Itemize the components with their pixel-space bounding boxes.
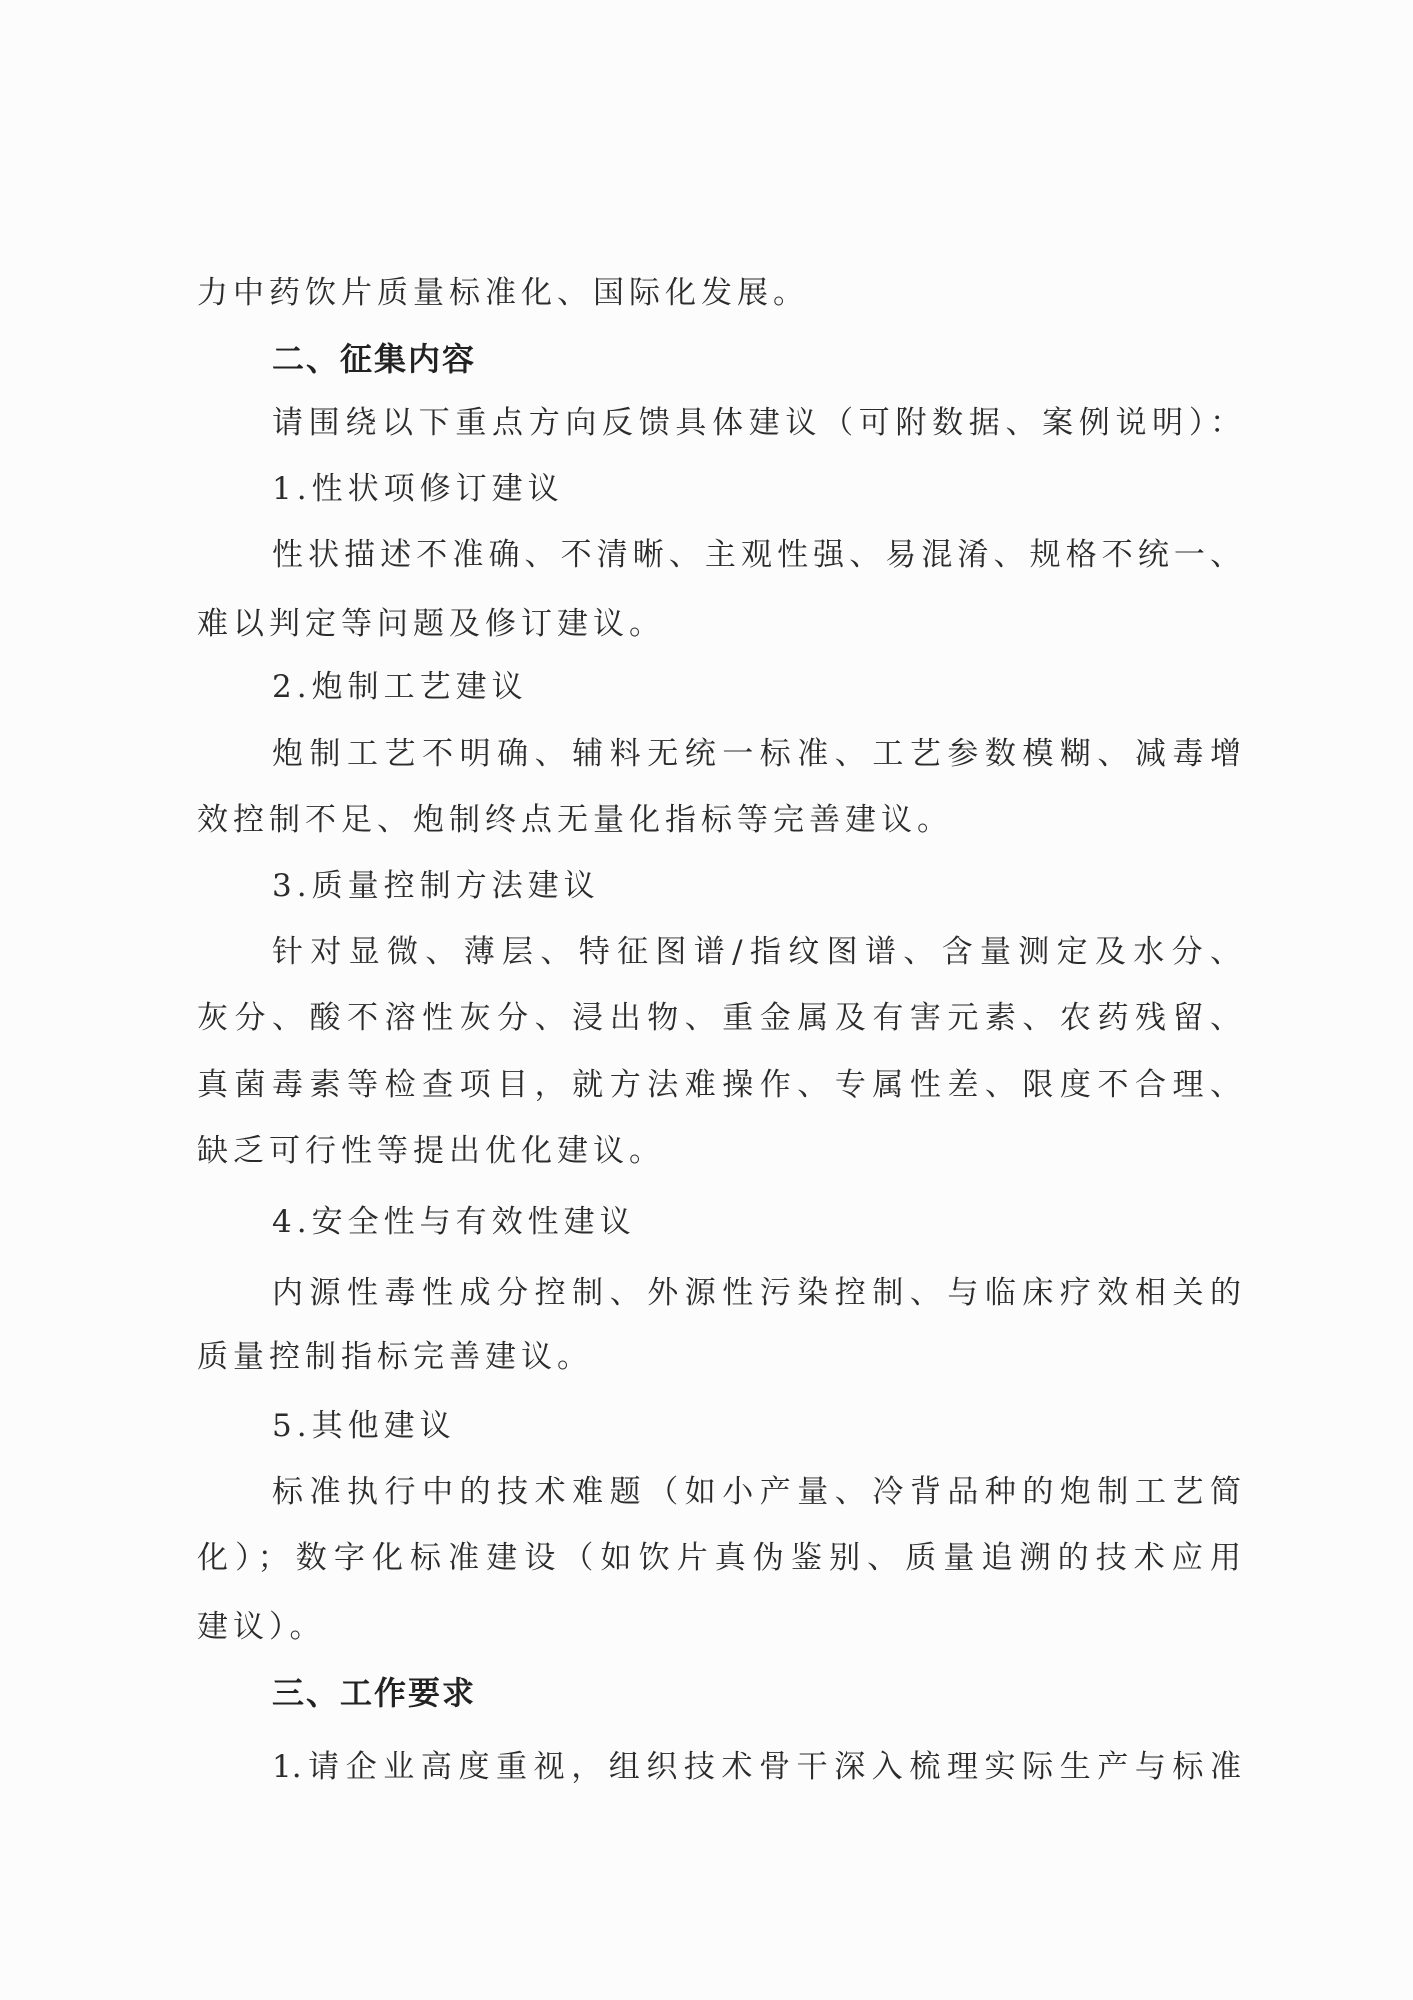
text-line: 1.性状项修订建议 <box>272 471 564 507</box>
text-line: 性状描述不准确、不清晰、主观性强、易混淆、规格不统一、 <box>272 537 1241 573</box>
text-line: 灰分、酸不溶性灰分、浸出物、重金属及有害元素、农药残留、 <box>197 1000 1241 1036</box>
section-heading: 三、工作要求 <box>272 1674 477 1712</box>
section-heading: 二、征集内容 <box>272 340 477 378</box>
text-line: 针对显微、薄层、特征图谱/指纹图谱、含量测定及水分、 <box>272 934 1241 970</box>
text-line: 5.其他建议 <box>272 1408 456 1444</box>
text-line: 化）；数字化标准建设（如饮片真伪鉴别、质量追溯的技术应用 <box>197 1540 1241 1576</box>
text-line: 炮制工艺不明确、辅料无统一标准、工艺参数模糊、减毒增 <box>272 736 1241 772</box>
text-line: 力中药饮片质量标准化、国际化发展。 <box>197 275 809 311</box>
text-line: 4.安全性与有效性建议 <box>272 1204 636 1240</box>
text-line: 难以判定等问题及修订建议。 <box>197 606 665 642</box>
text-line: 质量控制指标完善建议。 <box>197 1339 593 1375</box>
text-line: 缺乏可行性等提出优化建议。 <box>197 1133 665 1169</box>
text-line: 请围绕以下重点方向反馈具体建议（可附数据、案例说明）： <box>272 405 1241 441</box>
text-line: 真菌毒素等检查项目，就方法难操作、专属性差、限度不合理、 <box>197 1067 1241 1103</box>
text-line: 效控制不足、炮制终点无量化指标等完善建议。 <box>197 802 953 838</box>
text-line: 3.质量控制方法建议 <box>272 868 600 904</box>
text-line: 建议）。 <box>197 1609 326 1645</box>
text-line: 2.炮制工艺建议 <box>272 669 528 705</box>
text-line: 内源性毒性成分控制、外源性污染控制、与临床疗效相关的 <box>272 1275 1241 1311</box>
text-line: 标准执行中的技术难题（如小产量、冷背品种的炮制工艺简 <box>272 1474 1241 1510</box>
text-line: 1.请企业高度重视，组织技术骨干深入梳理实际生产与标准 <box>272 1749 1241 1785</box>
